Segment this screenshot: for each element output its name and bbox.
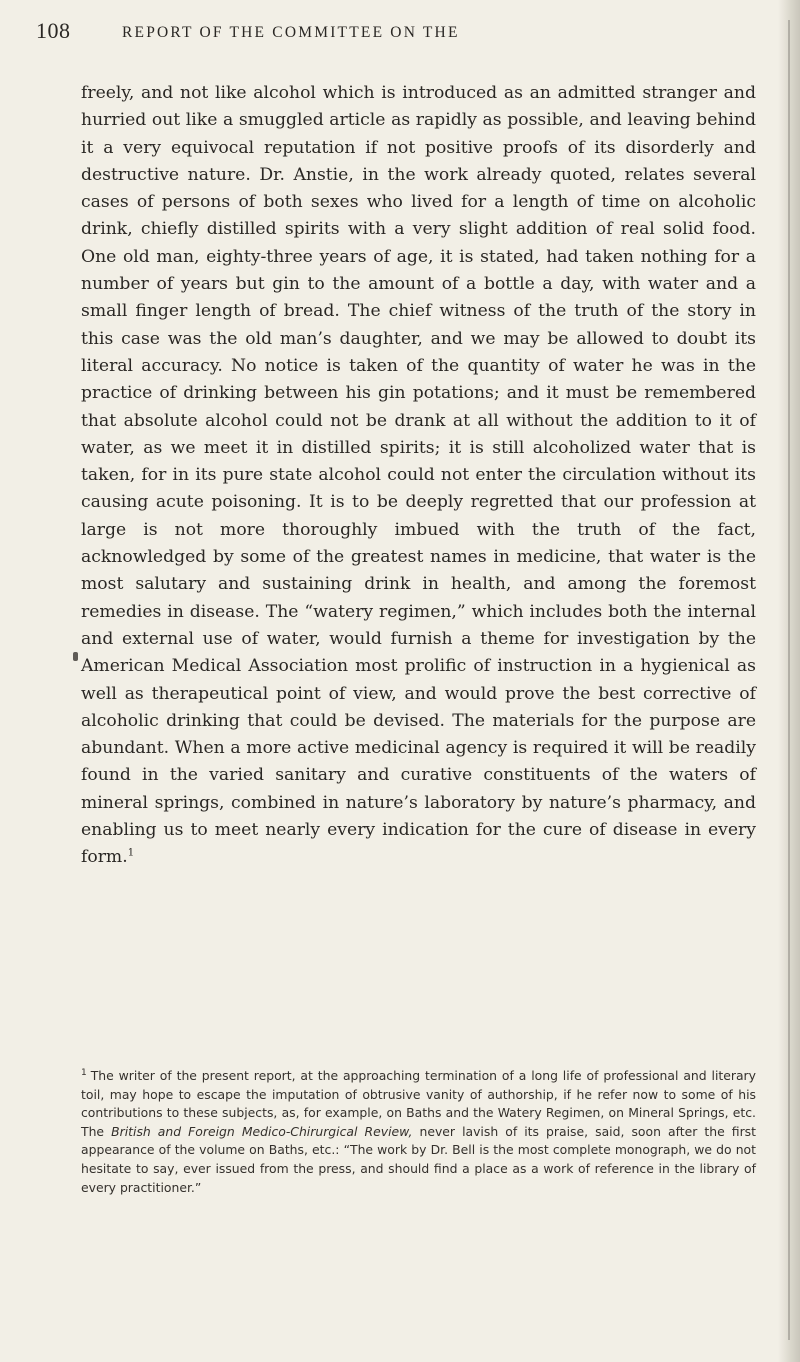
body-paragraph-text: freely, and not like alcohol which is introduced as an admitted stranger and hurried out like a smuggled article as rapidly as possible, and leaving behind it a very equivocal reputation if not positive proofs of its disorderly and destructive nature. Dr. Anstie, in the work already quoted, relates several cases of persons of both sexes who lived for a length of time on alcoholic drink, chiefly distilled spirits with a very slight addition of real solid food. One old man, eighty-three years of age, it is stated, had taken nothing for a number of years but gin to the amount of a bottle a day, with water and a small finger length of bread. The chief witness of the truth of the story in this case was the old man’s daughter, and we may be allowed to doubt its literal accuracy. No notice is taken of the quantity of water he was in the practice of drinking between his gin potations; and it must be remembered that absolute alcohol could not be drank at all without the addition to it of water, as we meet it in distilled spirits; it is still alcoholized water that is taken, for in its pure state alcohol could not enter the circulation without its causing acute poisoning. It is to be deeply regretted that our profession at large is not more thoroughly imbued with the truth of the fact, acknowledged by some of the greatest names in medicine, that water is the most salutary and sustaining drink in health, and among the foremost remedies in disease. The “watery regimen,” which includes both the internal and external use of water, would furnish a theme for investigation by the American Medical Association most prolific of instruction in a hygienical as well as therapeutical point of view, and would prove the best corrective of alcoholic drinking that could be devised. The materials for the purpose are abundant. When a more active medicinal agency is required it will be readily found in the varied sanitary and curative constituents of the waters of mineral springs, combined in nature’s laboratory by nature’s pharmacy, and enabling us to meet nearly every indication for the cure of disease in every form.	[81, 83, 756, 868]
body-paragraph	[81, 80, 756, 872]
footnote-reference: 1	[127, 847, 135, 859]
footnote	[81, 1067, 756, 1197]
footnote-text-before: The writer of the present report, at the approaching termination of a long life of professional and literary toil, may hope to escape the imputation of obtrusive vanity of authorship, if he refer now to some of his contributions to these subjects, as, for example, on Baths and the Watery Regimen, on Mineral Springs, etc. The	[81, 1068, 756, 1139]
footnote-journal-title: British and Foreign Medico-Chirurgical Review,	[111, 1123, 413, 1139]
print-speck	[73, 652, 78, 661]
page-edge-line	[788, 20, 790, 1340]
running-head: REPORT OF THE COMMITTEE ON THE	[122, 24, 460, 41]
footnote-text-after: never lavish of its praise, said, soon after the first appearance of the volume on Baths, etc.: “The work by Dr. Bell is the most complete monograph, we do not hesitate to say, ever issued from the press, and should find a place as a work of reference in the library of every practitioner.”	[81, 1123, 756, 1195]
footnote-marker: 1	[81, 1067, 87, 1078]
page-number: 108	[36, 18, 71, 43]
page-header	[36, 18, 756, 48]
